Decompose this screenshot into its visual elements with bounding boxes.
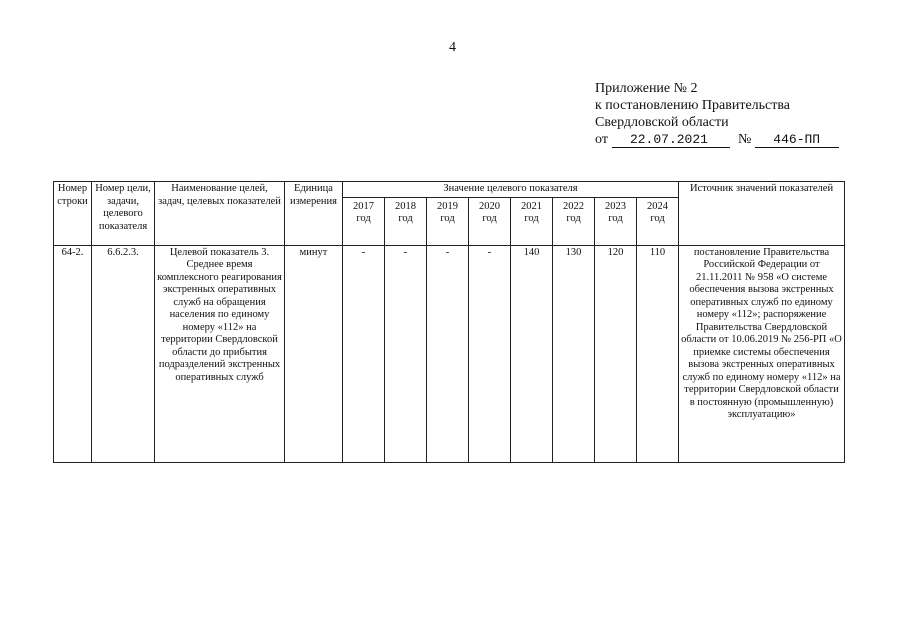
appendix-title: Приложение № 2 [595, 81, 698, 96]
cell-value-2021: 140 [511, 245, 553, 462]
appendix-header [595, 80, 839, 148]
header-name: Наименование целей, задач, целевых показателей [155, 182, 285, 246]
header-source: Источник значений показателей [679, 182, 845, 246]
cell-unit: минут [285, 245, 343, 462]
page-number: 4 [449, 40, 456, 55]
target-indicators-table [53, 181, 845, 463]
cell-source: постановление Правительства Российской Федерации от 21.11.2011 № 958 «О системе обеспечения вызова экстренных оперативных служб по единому номеру «112»; распоряжение Правительства Свердловской области от 10.06.2019 № 256-РП «О приемке системы обеспечения вызова экстренных оперативных служб по единому номеру «112» на территории Свердловской области в постоянную (промышленную) эксплуатацию» [679, 245, 845, 462]
from-label: от [595, 132, 608, 147]
cell-name: Целевой показатель 3. Среднее время комплексного реагирования экстренных оперативных служб на обращения населения по единому номеру «112» на территории Свердловской области до прибытия подразделений экстренных оперативных служб [155, 245, 285, 462]
appendix-resolution-line: к постановлению Правительства [595, 98, 791, 113]
header-values-group: Значение целевого показателя [343, 182, 679, 198]
header-year-2017: 2017 год [343, 197, 385, 245]
header-year-2018: 2018 год [385, 197, 427, 245]
cell-value-2024: 110 [637, 245, 679, 462]
number-label: № [737, 132, 752, 147]
cell-value-2020: - [469, 245, 511, 462]
cell-row-number: 64-2. [54, 245, 92, 462]
cell-value-2019: - [427, 245, 469, 462]
header-row-number: Номер строки [54, 182, 92, 246]
cell-goal-number: 6.6.2.3. [92, 245, 155, 462]
cell-value-2023: 120 [595, 245, 637, 462]
resolution-date: 22.07.2021 [612, 133, 730, 148]
cell-value-2018: - [385, 245, 427, 462]
header-unit: Единица измерения [285, 182, 343, 246]
header-year-2020: 2020 год [469, 197, 511, 245]
header-year-2019: 2019 год [427, 197, 469, 245]
appendix-date-line [595, 131, 839, 148]
cell-value-2017: - [343, 245, 385, 462]
cell-value-2022: 130 [553, 245, 595, 462]
resolution-number: 446-ПП [755, 133, 839, 148]
appendix-region-line: Свердловской области [595, 115, 729, 130]
header-year-2022: 2022 год [553, 197, 595, 245]
header-goal-number: Номер цели, задачи, целевого показателя [92, 182, 155, 246]
header-year-2024: 2024 год [637, 197, 679, 245]
table-row [54, 245, 845, 462]
header-year-2021: 2021 год [511, 197, 553, 245]
header-year-2023: 2023 год [595, 197, 637, 245]
